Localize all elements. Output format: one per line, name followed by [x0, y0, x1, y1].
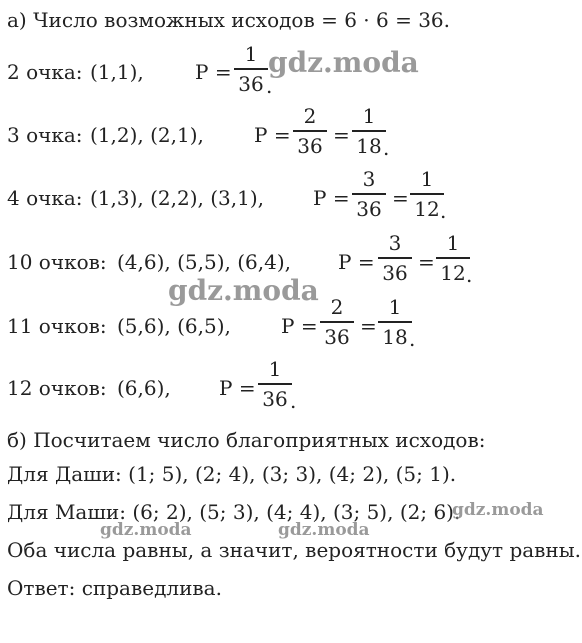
fraction-bar [378, 321, 412, 323]
row-label: 3 очка: [7, 123, 83, 147]
row-label: 11 очков: [7, 314, 107, 338]
equals-sign: = [333, 123, 350, 147]
denominator: 18 [356, 134, 382, 158]
watermark: gdz.moda [452, 500, 544, 520]
fraction-bar [378, 257, 412, 259]
row-label: 2 очка: [7, 60, 83, 84]
part-a-intro: а) Число возможных исходов = 6 · 6 = 36. [7, 8, 451, 32]
row-label: 12 очков: [7, 376, 107, 400]
fraction-bar [352, 193, 386, 195]
row-pairs: (1,3), (2,2), (3,1), [90, 186, 265, 210]
numerator: 1 [388, 295, 402, 319]
watermark: gdz.moda [100, 520, 192, 540]
fraction-bar [410, 193, 444, 195]
numerator: 1 [446, 231, 460, 255]
numerator: 1 [420, 167, 434, 191]
row-end: . [440, 199, 447, 223]
answer: Ответ: справедлива. [7, 576, 222, 600]
fraction [352, 104, 386, 158]
denominator: 36 [262, 387, 288, 411]
denominator: 36 [382, 261, 408, 285]
denominator: 36 [297, 134, 323, 158]
fraction [258, 357, 292, 411]
row-pairs: (5,6), (6,5), [117, 314, 231, 338]
row-p: P = [338, 250, 375, 274]
fraction [410, 167, 447, 223]
fraction [293, 104, 327, 158]
conclusion: Оба числа равны, а значит, вероятности будут равны. [7, 538, 582, 562]
numerator: 3 [388, 231, 402, 255]
numerator: 1 [362, 104, 376, 128]
equals-sign: = [392, 186, 409, 210]
watermark: gdz.moda [268, 46, 419, 79]
row-end: . [466, 263, 473, 287]
row-pairs: (6,6), [117, 376, 171, 400]
fraction-bar [258, 383, 292, 385]
equals-sign: = [360, 314, 377, 338]
denominator: 36 [356, 197, 382, 221]
fraction [352, 167, 386, 221]
part-b-intro: б) Посчитаем число благоприятных исходов: [7, 428, 486, 452]
fraction [320, 295, 354, 349]
numerator: 1 [244, 42, 258, 66]
row-end: . [409, 327, 416, 351]
numerator: 2 [330, 295, 344, 319]
watermark: gdz.moda [168, 274, 319, 307]
fraction [378, 295, 412, 349]
denominator: 18 [382, 325, 408, 349]
fraction-bar [352, 130, 386, 132]
row-label: 10 очков: [7, 250, 107, 274]
fraction-bar [234, 68, 268, 70]
row-pairs: (4,6), (5,5), (6,4), [117, 250, 292, 274]
numerator: 3 [362, 167, 376, 191]
fraction [234, 42, 268, 96]
watermark: gdz.moda [278, 520, 370, 540]
row-end: . [266, 74, 273, 98]
fraction [378, 231, 412, 285]
row-pairs: (1,2), (2,1), [90, 123, 204, 147]
fraction-bar [293, 130, 327, 132]
numerator: 2 [303, 104, 317, 128]
denominator: 36 [238, 72, 264, 96]
masha-outcomes: Для Маши: (6; 2), (5; 3), (4; 4), (3; 5), (2; 6). [7, 500, 461, 524]
denominator: 12 [440, 261, 466, 285]
row-p: P = [195, 60, 232, 84]
fraction [436, 231, 473, 287]
row-p: P = [281, 314, 318, 338]
row-p: P = [219, 376, 256, 400]
row-pairs: (1,1), [90, 60, 144, 84]
dasha-outcomes: Для Даши: (1; 5), (2; 4), (3; 3), (4; 2), (5; 1). [7, 462, 457, 486]
row-end: . [383, 136, 390, 160]
fraction-bar [436, 257, 470, 259]
row-end: . [290, 389, 297, 413]
denominator: 36 [324, 325, 350, 349]
numerator: 1 [268, 357, 282, 381]
denominator: 12 [414, 197, 440, 221]
row-p: P = [254, 123, 291, 147]
equals-sign: = [418, 250, 435, 274]
row-p: P = [313, 186, 350, 210]
row-label: 4 очка: [7, 186, 83, 210]
fraction-bar [320, 321, 354, 323]
